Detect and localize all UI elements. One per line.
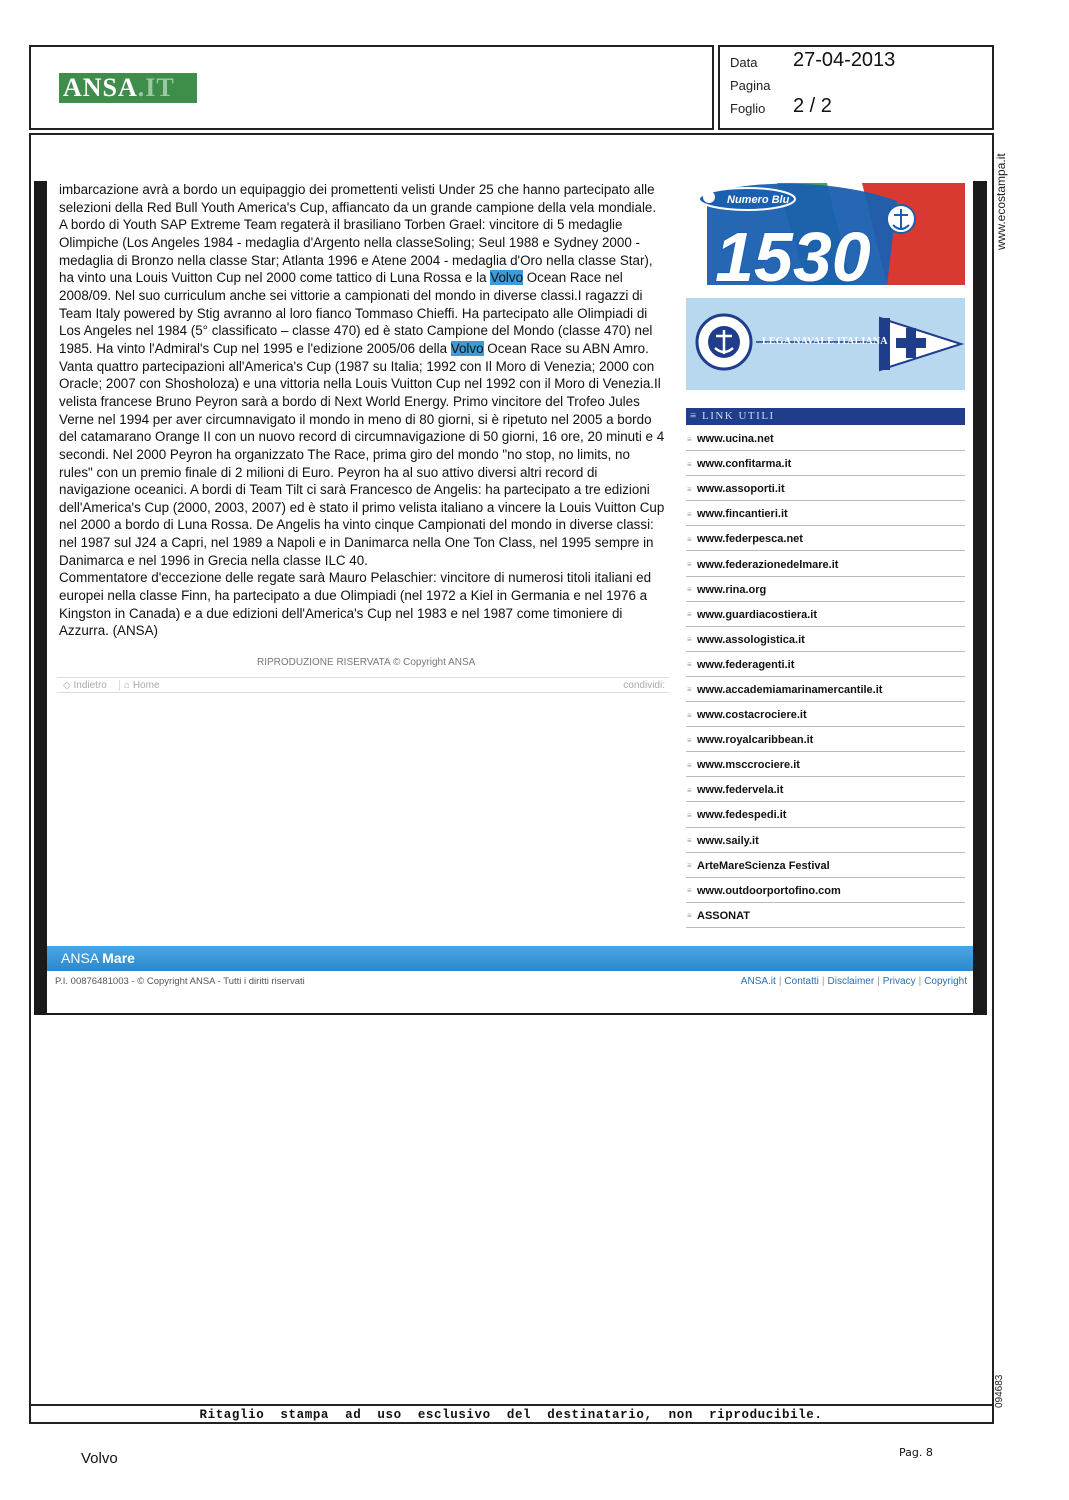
article-text: Ocean Race nel 2008/09. Nel suo curriculum anche sei vittorie a campionati del mondo in diverse classi.I ragazzi di Team Italy powered by Stig avranno al loro fianco Tommaso Chieffi. Ha partecipato alle Olimpiadi di Los Angeles nel 1984 (5° classificato – classe 470) ed è stato Campione del Mondo (classe 470) nel 1985. Ha vinto l'Admiral's Cup nel 1995 e l'edizione 2005/06 della xyxy=(59,270,653,356)
numero-blu-number: 1530 xyxy=(715,218,871,285)
article-body xyxy=(59,181,665,640)
clipping-code: 094683 xyxy=(994,1374,1005,1408)
bullet-icon: ≡ xyxy=(687,911,692,921)
separator: | xyxy=(918,976,922,987)
links-heading xyxy=(686,408,965,425)
link-item[interactable] xyxy=(686,551,965,576)
copyright-notice: RIPRODUZIONE RISERVATA © Copyright ANSA xyxy=(257,657,476,668)
link-text[interactable]: www.federpesca.net xyxy=(697,533,803,546)
article-paragraph: Commentatore d'eccezione delle regate sarà Mauro Pelaschier: vincitore di numerosi titoli italiani ed europei nella classe Finn, ha partecipato a due Olimpiadi (nel 1972 a Kiel in Germania e nel 1976 a Kingston in Canada) e a due edizioni dell'America's Cup nel 1983 e nel 1987 come timoniere di Azzurra. (ANSA) xyxy=(59,570,652,639)
link-item[interactable] xyxy=(686,777,965,802)
article-text: Ocean Race su ABN Amro. Vanta quattro partecipazioni all'America's Cup (1987 su Italia; 1992 con Il Moro di Venezia; 2000 con Oracle; 2007 con Shosholoza) e una vittoria nella Louis Vuitton Cup nel 1992 con il Moro di Venezia.Il velista francese Bruno Peyron sarà a bordo di Next World Energy. Primo vincitore del Trofeo Jules Verne nel 1994 per aver circumnavigato il mondo in meno di 80 giorni, si è ripetuto nel 2005 a bordo del catamarano Orange II con un nuovo record di circumnavigazione di 50 giorni, 16 ore, 20 minuti e 4 secondi. Nel 2000 Peyron ha organizzato The Race, prima giro del mondo "no stop, no limits, no rules" con un premio finale di 2 milioni di Euro. Peyron ha al suo attivo diversi altri record di navigazione oceanici. A bordi di Team Tilt ci sarà Francesco de Angelis: ha partecipato a tre edizioni dell'America's Cup (2000, 2003, 2007) ed è stato il primo velista italiano a vincere la Louis Vuitton Cup nel 2000 a bordo di Luna Rossa. De Angelis ha vinto cinque Campionati del mondo in diverse classi: nel 1987 sul J24 a Capri, nel 1989 a Napoli e in Danimarca nella One Ton Class, nel 1995 sempre in Danimarca e nel 1996 in Grecia nella classe ILC 40. xyxy=(59,340,665,568)
footer-link[interactable]: Disclaimer xyxy=(827,976,875,987)
footer-link[interactable]: ANSA.it xyxy=(740,976,776,987)
link-item[interactable] xyxy=(686,878,965,903)
useful-links-list xyxy=(686,426,965,928)
back-link[interactable] xyxy=(63,680,107,691)
link-text[interactable]: www.royalcaribbean.it xyxy=(697,734,814,747)
bullet-icon: ≡ xyxy=(687,509,692,519)
keyword-label: Volvo xyxy=(81,1450,118,1467)
separator: | xyxy=(877,976,880,987)
pagina-label: Pagina xyxy=(730,78,771,93)
link-item[interactable] xyxy=(686,652,965,677)
links-heading-text: LINK UTILI xyxy=(701,410,775,422)
data-value: 27-04-2013 xyxy=(793,49,896,71)
footer-link[interactable]: Privacy xyxy=(882,976,916,987)
link-text[interactable]: www.fincantieri.it xyxy=(697,508,788,521)
bullet-icon: ≡ xyxy=(687,434,692,444)
link-text[interactable]: www.outdoorportofino.com xyxy=(697,884,841,897)
footer-link[interactable]: Copyright xyxy=(924,976,967,987)
article-paragraph xyxy=(59,181,665,569)
bullet-icon: ≡ xyxy=(687,785,692,795)
bullet-icon: ≡ xyxy=(687,685,692,695)
ecostampa-label: www.ecostampa.it xyxy=(994,153,1008,250)
bullet-icon: ≡ xyxy=(687,710,692,720)
link-item[interactable] xyxy=(686,903,965,928)
link-text[interactable]: www.saily.it xyxy=(697,834,759,847)
bullet-icon: ≡ xyxy=(687,610,692,620)
foglio-value: 2 / 2 xyxy=(793,95,832,117)
link-item[interactable] xyxy=(686,602,965,627)
link-text[interactable]: www.costacrociere.it xyxy=(697,709,807,722)
link-text[interactable]: ArteMareScienza Festival xyxy=(697,859,830,872)
data-label: Data xyxy=(730,55,758,70)
separator: | xyxy=(821,976,825,987)
home-label: Home xyxy=(132,680,160,691)
link-text[interactable]: www.ucina.net xyxy=(697,433,774,446)
ansa-logo xyxy=(59,73,197,103)
link-text[interactable]: www.accademiamarinamercantile.it xyxy=(697,683,883,696)
link-text[interactable]: www.federagenti.it xyxy=(697,658,795,671)
link-item[interactable] xyxy=(686,501,965,526)
link-item[interactable] xyxy=(686,451,965,476)
home-link[interactable] xyxy=(119,680,160,691)
highlight-keyword: Volvo xyxy=(450,340,484,356)
page-number: Pag. 8 xyxy=(899,1446,933,1459)
ansa-mare-mare: Mare xyxy=(102,950,135,966)
bullet-icon: ≡ xyxy=(687,735,692,745)
bullet-icon: ≡ xyxy=(687,660,692,670)
header-logo-box xyxy=(29,45,714,130)
numero-blu-banner[interactable] xyxy=(687,183,965,285)
foglio-label: Foglio xyxy=(730,101,766,116)
link-text[interactable]: www.assologistica.it xyxy=(697,633,805,646)
footer-links xyxy=(741,976,967,987)
bullet-icon: ≡ xyxy=(687,585,692,595)
ritaglio-notice: Ritaglio stampa ad uso esclusivo del destinatario, non riproducibile. xyxy=(30,1404,992,1422)
separator: | xyxy=(778,976,782,987)
bullet-icon: ≡ xyxy=(687,560,692,570)
bullet-icon: ≡ xyxy=(687,635,692,645)
ansa-mare-ansa: ANSA xyxy=(61,950,99,966)
highlight-keyword: Volvo xyxy=(490,270,524,286)
link-item[interactable] xyxy=(686,627,965,652)
numero-blu-text: Numero Blu xyxy=(727,194,790,206)
link-item[interactable] xyxy=(686,677,965,702)
back-arrow-icon: ◇ xyxy=(63,680,71,691)
bullet-icon: ≡ xyxy=(687,836,692,846)
link-item[interactable] xyxy=(686,476,965,501)
web-clipping xyxy=(34,181,987,1015)
link-text[interactable]: ASSONAT xyxy=(697,909,750,922)
link-text[interactable]: www.fedespedi.it xyxy=(697,809,787,822)
lega-navale-banner[interactable] xyxy=(686,298,965,390)
links-heading-bullet-icon: ≡ xyxy=(690,410,702,422)
logo-ext-text: .IT xyxy=(137,73,175,102)
logo-main-text: ANSA xyxy=(63,73,138,102)
share-label[interactable]: condividi: xyxy=(623,680,665,691)
lega-navale-text: LEGA NAVALE ITALIANA xyxy=(762,336,888,347)
link-text[interactable]: www.federazionedelmare.it xyxy=(697,558,839,571)
home-icon: ⌂ xyxy=(124,680,131,691)
footer-link[interactable]: Contatti xyxy=(784,976,819,987)
link-text[interactable]: www.rina.org xyxy=(697,583,767,596)
bullet-icon: ≡ xyxy=(687,534,692,544)
article-text: imbarcazione avrà a bordo un equipaggio dei promettenti velisti Under 25 che hanno partecipato alle selezioni della Red Bull Youth America's Cup, affiancato da un grande campione della vela mondiale. A bordo di Youth SAP Extreme Team regaterà il brasiliano Torben Grael: vincitore di 5 medaglie Olimpiche (Los Angeles 1984 - medaglia d'Argento nella classeSoling; Seul 1988 e Sydney 2000 - medaglia di Bronzo nella classe Star; Atlanta 1996 e Atene 2004 - medaglia d'Oro nella classe Star), ha vinto una Louis Vuitton Cup nel 2000 come tattico di Luna Rossa e la xyxy=(59,182,657,286)
bullet-icon: ≡ xyxy=(687,886,692,896)
ansa-mare-bar[interactable] xyxy=(47,946,973,971)
link-item[interactable] xyxy=(686,577,965,602)
bullet-icon: ≡ xyxy=(687,484,692,494)
link-item[interactable] xyxy=(686,526,965,551)
link-item[interactable] xyxy=(686,853,965,878)
bullet-icon: ≡ xyxy=(687,760,692,770)
bullet-icon: ≡ xyxy=(687,810,692,820)
numero-blu-graphic xyxy=(687,183,965,285)
link-item[interactable] xyxy=(686,802,965,827)
link-item[interactable] xyxy=(686,828,965,853)
link-text[interactable]: www.msccrociere.it xyxy=(697,759,800,772)
link-item[interactable] xyxy=(686,426,965,451)
bullet-icon: ≡ xyxy=(687,861,692,871)
bullet-icon: ≡ xyxy=(687,459,692,469)
article-nav xyxy=(57,677,669,693)
link-text[interactable]: www.assoporti.it xyxy=(697,483,785,496)
link-text[interactable]: www.federvela.it xyxy=(697,784,784,797)
footer-copyright: P.I. 00876481003 - © Copyright ANSA - Tutti i diritti riservati xyxy=(55,976,305,987)
back-label: Indietro xyxy=(73,680,107,691)
link-text[interactable]: www.confitarma.it xyxy=(697,458,792,471)
link-item[interactable] xyxy=(686,752,965,777)
link-text[interactable]: www.guardiacostiera.it xyxy=(697,608,818,621)
link-item[interactable] xyxy=(686,727,965,752)
link-item[interactable] xyxy=(686,702,965,727)
header-meta-box xyxy=(718,45,994,130)
